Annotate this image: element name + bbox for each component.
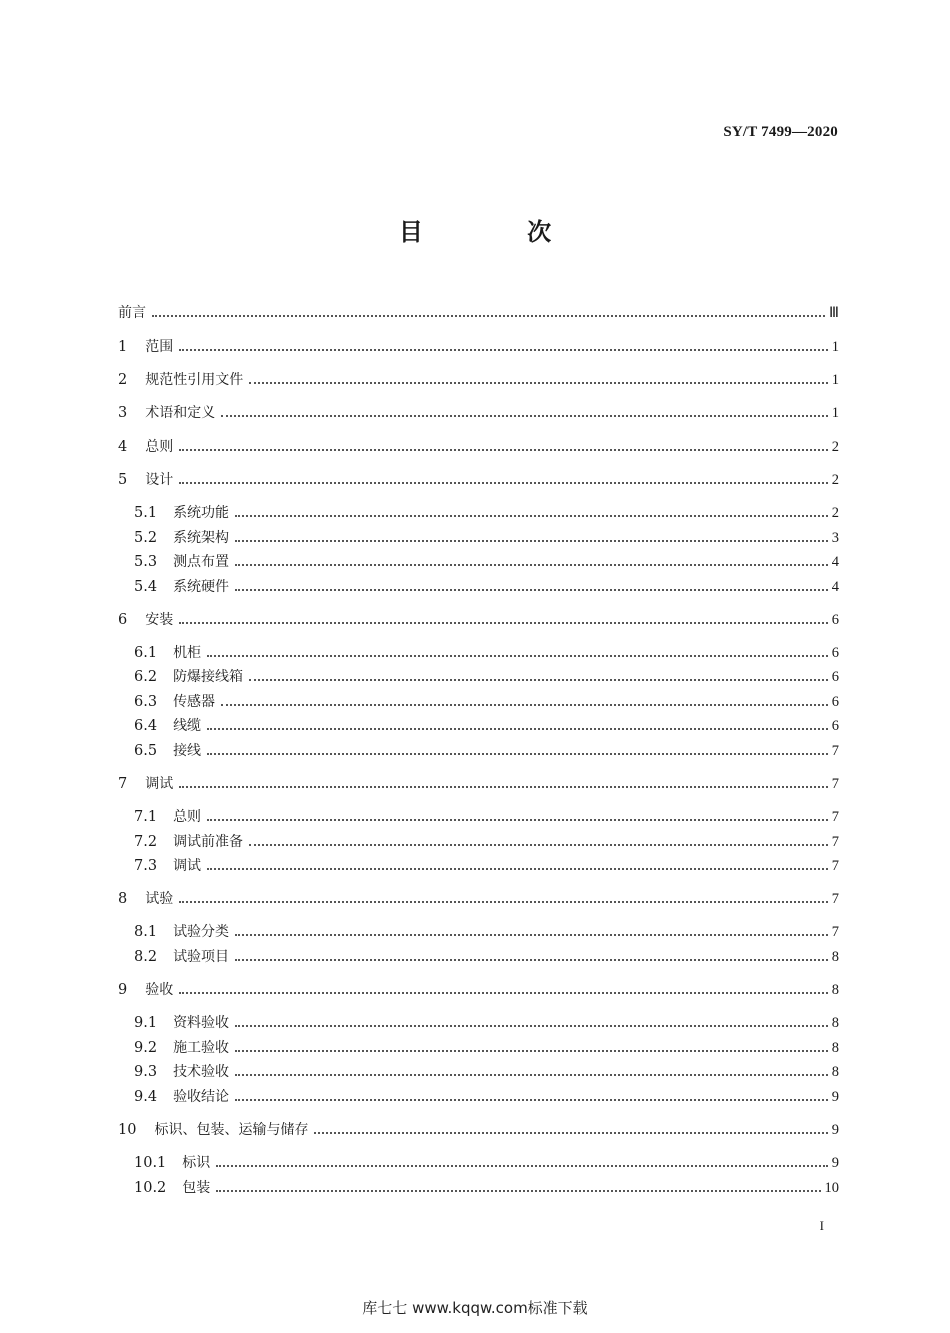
dot-leader	[314, 1131, 827, 1134]
toc-entry-label: 技术验收	[173, 1064, 230, 1080]
toc-entry-label: 验收结论	[173, 1089, 230, 1105]
toc-entry-page: 4	[831, 554, 839, 570]
toc-entry-label: 调试前准备	[173, 834, 244, 850]
toc-entry-number: 8.2	[134, 949, 158, 965]
toc-entry[interactable]	[134, 832, 839, 852]
toc-entry[interactable]	[118, 610, 839, 630]
dot-leader	[207, 818, 828, 821]
toc-entry-page: 7	[831, 809, 839, 825]
toc-entry[interactable]	[134, 1062, 839, 1082]
toc-entry-label: 总则	[145, 439, 174, 455]
toc-entry[interactable]	[134, 1153, 839, 1173]
dot-leader	[207, 654, 828, 657]
toc-entry-label: 系统架构	[173, 530, 230, 546]
toc-entry-number: 5.3	[134, 554, 158, 570]
toc-entry[interactable]	[118, 337, 839, 357]
toc-entry-number: 9.3	[134, 1064, 158, 1080]
toc-entry[interactable]	[134, 528, 839, 548]
toc-entry-page: Ⅲ	[829, 305, 839, 321]
dot-leader	[207, 867, 828, 870]
dot-leader	[235, 1073, 828, 1076]
toc-entry-page: 7	[831, 858, 839, 874]
dot-leader	[221, 414, 828, 417]
toc-entry-number: 6.4	[134, 718, 158, 734]
dot-leader	[249, 843, 828, 846]
dot-leader	[235, 514, 828, 517]
toc-entry-label: 系统硬件	[173, 579, 230, 595]
toc-entry-label: 总则	[173, 809, 202, 825]
toc-entry-page: 6	[831, 718, 839, 734]
toc-entry[interactable]	[134, 1013, 839, 1033]
toc-entry-page: 8	[831, 982, 839, 998]
toc-entry[interactable]	[134, 922, 839, 942]
toc-entry-label: 范围	[145, 339, 174, 355]
dot-leader	[235, 588, 828, 591]
toc-entry-number: 10.2	[134, 1180, 167, 1196]
toc-entry[interactable]	[134, 577, 839, 597]
dot-leader	[235, 539, 828, 542]
toc-entry-page: 6	[831, 694, 839, 710]
toc-entry[interactable]	[134, 1087, 839, 1107]
toc-entry-page: 7	[831, 776, 839, 792]
toc-entry[interactable]	[134, 856, 839, 876]
toc-entry-number: 6.3	[134, 694, 158, 710]
toc-entry[interactable]	[118, 889, 839, 909]
dot-leader	[216, 1189, 820, 1192]
toc-entry-number: 10	[118, 1122, 137, 1138]
toc-entry-label: 测点布置	[173, 554, 230, 570]
toc-entry-number: 10.1	[134, 1155, 167, 1171]
toc-entry-number: 8.1	[134, 924, 158, 940]
toc-entry-number: 5.4	[134, 579, 158, 595]
toc-entry-number: 2	[118, 372, 128, 388]
toc-entry-label: 标识、包装、运输与储存	[154, 1122, 309, 1138]
toc-entry-page: 8	[831, 949, 839, 965]
toc-entry[interactable]	[118, 403, 839, 423]
dot-leader	[235, 1049, 828, 1052]
toc-entry-page: 6	[831, 645, 839, 661]
page-title: 目 次	[398, 218, 600, 246]
standard-code: SY/T 7499—2020	[723, 124, 838, 140]
toc-entry[interactable]	[118, 1120, 839, 1140]
toc-entry[interactable]	[118, 980, 839, 1000]
toc-entry-page: 3	[831, 530, 839, 546]
dot-leader	[221, 703, 828, 706]
toc-entry[interactable]	[118, 370, 839, 390]
toc-entry-number: 7	[118, 776, 128, 792]
toc-entry-number: 1	[118, 339, 128, 355]
toc-entry-number: 5.1	[134, 505, 158, 521]
toc-entry-page: 7	[831, 891, 839, 907]
toc-entry-number: 9	[118, 982, 128, 998]
toc-entry[interactable]	[134, 1178, 839, 1198]
toc-entry-number: 3	[118, 405, 128, 421]
toc-entry-number: 8	[118, 891, 128, 907]
toc-entry-number: 4	[118, 439, 128, 455]
toc-entry-page: 4	[831, 579, 839, 595]
page-number: I	[819, 1218, 824, 1233]
toc-entry-number: 5.2	[134, 530, 158, 546]
toc-entry[interactable]	[134, 692, 839, 712]
toc-entry-label: 试验分类	[173, 924, 230, 940]
toc-entry[interactable]	[134, 741, 839, 761]
toc-entry-page: 7	[831, 924, 839, 940]
toc-entry-page: 1	[831, 405, 839, 421]
toc-entry-label: 系统功能	[173, 505, 230, 521]
dot-leader	[216, 1164, 827, 1167]
toc-entry-label: 标识	[182, 1155, 211, 1171]
toc-entry-page: 9	[831, 1155, 839, 1171]
dot-leader	[179, 785, 828, 788]
toc-entry-number: 6.2	[134, 669, 158, 685]
toc-entry-label: 调试	[173, 858, 202, 874]
toc-entry[interactable]	[134, 1038, 839, 1058]
toc-entry-label: 机柜	[173, 645, 202, 661]
toc-entry-page: 7	[831, 834, 839, 850]
toc-entry-label: 包装	[182, 1180, 211, 1196]
toc-entry-number: 7.2	[134, 834, 158, 850]
dot-leader	[179, 621, 828, 624]
toc-entry-page: 7	[831, 743, 839, 759]
toc-entry-label: 线缆	[173, 718, 202, 734]
toc-entry-label: 试验项目	[173, 949, 230, 965]
toc-entry-number: 5	[118, 472, 128, 488]
dot-leader	[235, 1098, 828, 1101]
toc-entry-number: 6	[118, 612, 128, 628]
toc-entry-label: 安装	[145, 612, 174, 628]
toc-entry-number: 9.1	[134, 1015, 158, 1031]
dot-leader	[235, 958, 828, 961]
dot-leader	[179, 900, 828, 903]
toc-entry-label: 试验	[145, 891, 174, 907]
dot-leader	[179, 448, 828, 451]
toc-entry-page: 9	[831, 1122, 839, 1138]
toc-entry-number: 7.1	[134, 809, 158, 825]
toc-entry[interactable]	[134, 807, 839, 827]
toc-entry-label: 调试	[145, 776, 174, 792]
dot-leader	[179, 481, 828, 484]
toc-entry-label: 术语和定义	[145, 405, 216, 421]
dot-leader	[249, 678, 828, 681]
toc-entry-page: 8	[831, 1040, 839, 1056]
toc-entry-page: 8	[831, 1064, 839, 1080]
dot-leader	[152, 314, 825, 317]
toc-entry-number: 9.2	[134, 1040, 158, 1056]
toc-entry-label: 资料验收	[173, 1015, 230, 1031]
toc-entry[interactable]	[118, 470, 839, 490]
toc-entry[interactable]	[134, 643, 839, 663]
toc-entry-page: 2	[831, 505, 839, 521]
toc-entry[interactable]	[134, 667, 839, 687]
toc-entry[interactable]	[134, 552, 839, 572]
dot-leader	[235, 563, 828, 566]
dot-leader	[207, 727, 828, 730]
toc-entry-page: 6	[831, 612, 839, 628]
watermark: 库七七 www.kqqw.com标准下载	[362, 1299, 588, 1317]
toc-entry-label: 防爆接线箱	[173, 669, 244, 685]
toc-entry-label: 设计	[145, 472, 174, 488]
toc-entry-page: 8	[831, 1015, 839, 1031]
toc-entry-number: 6.1	[134, 645, 158, 661]
dot-leader	[235, 933, 828, 936]
toc-entry-label: 传感器	[173, 694, 216, 710]
toc-entry-label: 接线	[173, 743, 202, 759]
toc-entry[interactable]	[134, 503, 839, 523]
toc-entry-page: 2	[831, 439, 839, 455]
toc-entry-page: 9	[831, 1089, 839, 1105]
toc-entry[interactable]	[118, 303, 839, 323]
dot-leader	[179, 348, 828, 351]
toc-entry-label: 前言	[118, 305, 146, 321]
toc-entry[interactable]	[134, 716, 839, 736]
toc-entry-number: 9.4	[134, 1089, 158, 1105]
toc-entry-page: 1	[831, 339, 839, 355]
toc-entry-number: 6.5	[134, 743, 158, 759]
dot-leader	[249, 381, 828, 384]
toc-entry[interactable]	[118, 774, 839, 794]
toc-entry[interactable]	[118, 437, 839, 457]
dot-leader	[235, 1024, 828, 1027]
toc-entry-page: 2	[831, 472, 839, 488]
toc-entry-label: 验收	[145, 982, 174, 998]
toc-entry-label: 规范性引用文件	[145, 372, 244, 388]
dot-leader	[179, 991, 828, 994]
toc-entry-number: 7.3	[134, 858, 158, 874]
toc-entry-page: 1	[831, 372, 839, 388]
toc-entry-page: 6	[831, 669, 839, 685]
toc-entry-page: 10	[824, 1180, 839, 1196]
toc-entry[interactable]	[134, 947, 839, 967]
dot-leader	[207, 752, 828, 755]
toc-entry-label: 施工验收	[173, 1040, 230, 1056]
